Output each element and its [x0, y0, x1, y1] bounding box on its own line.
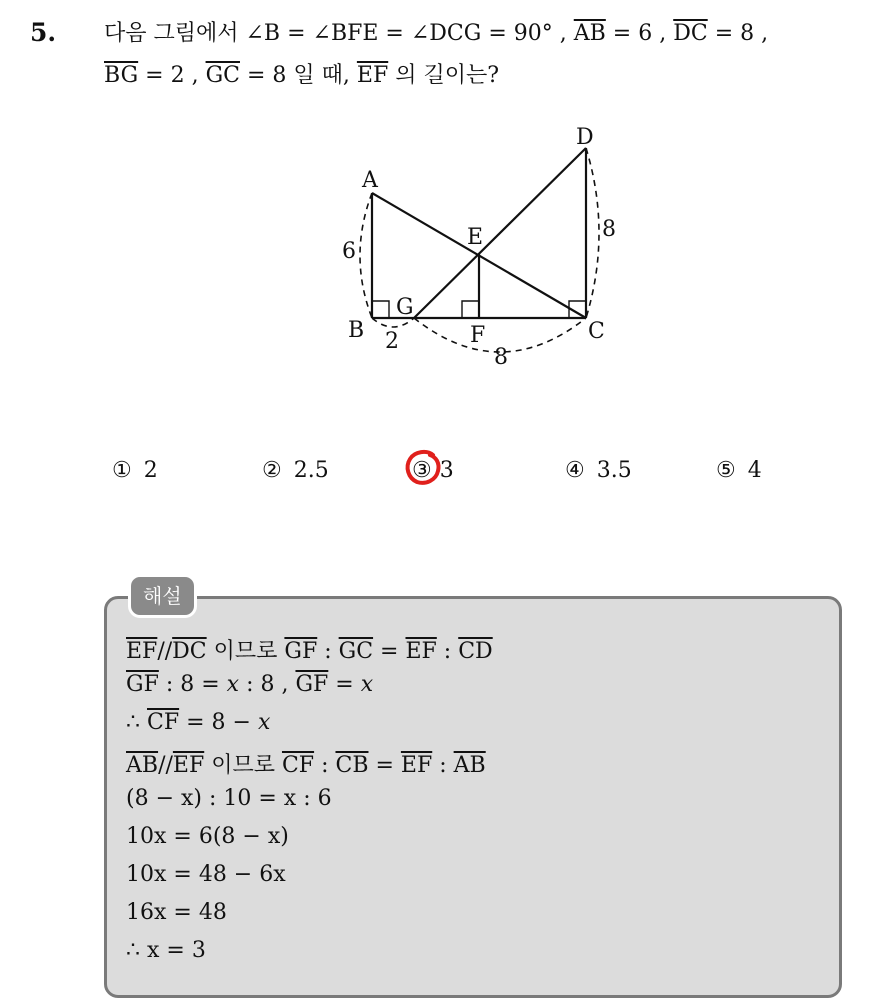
choice-5[interactable]: ⑤ 4 [716, 458, 762, 483]
dim-arc-dc [586, 148, 599, 318]
label-f: F [470, 323, 486, 348]
solution-line-7: 10x = 48 − 6x [126, 862, 286, 887]
right-angle-f [462, 301, 479, 318]
question-text: = 2 , [138, 63, 206, 88]
label-dc-length: 8 [602, 217, 616, 242]
question-text: = 8 , [707, 21, 769, 46]
solution-line-6: 10x = 6(8 − x) [126, 824, 289, 849]
label-e: E [467, 225, 484, 250]
solution-line-1: $\overline{EF}//\overline{DC}$ 이므로 $\overline{GF}$ : $\overline{GC} = \overline{EF}$ : $\overline{CD}$ [126, 639, 493, 664]
label-c: C [588, 319, 605, 344]
solution-line-4: $\overline{AB}//\overline{EF}$ 이므로 $\overline{CF}$ : $\overline{CB} = \overline{EF}$ : $\overline{AB}$ [126, 753, 486, 778]
solution-tag: 해설 [128, 574, 197, 618]
choice-3[interactable]: ③ 3 [412, 458, 454, 483]
choice-2[interactable]: ② 2.5 [262, 458, 329, 483]
segment-ef: $\overline{EF}$ [356, 63, 389, 88]
solution-line-5: (8 − x) : 10 = x : 6 [126, 786, 332, 811]
question-text-line-1 [104, 16, 768, 47]
label-b: B [348, 318, 365, 343]
choice-1[interactable]: ① 2 [112, 458, 158, 483]
label-gc-length: 8 [494, 345, 508, 370]
solution-line-8: 16x = 48 [126, 900, 227, 925]
dim-arc-ab [360, 193, 372, 318]
segment-dc: $\overline{DC}$ [673, 21, 708, 46]
label-bg-length: 2 [385, 329, 399, 354]
solution-line-2: $\overline{GF}$ : 8 = x : 8 , $\overline{GF} = x$ [126, 672, 374, 697]
label-ab-length: 6 [342, 239, 356, 264]
label-d: D [576, 125, 594, 150]
label-a: A [362, 168, 378, 193]
segment-ab: $\overline{AB}$ [573, 21, 606, 46]
geometry-figure [320, 118, 640, 378]
choice-4[interactable]: ④ 3.5 [565, 458, 632, 483]
question-text: 의 길이는? [388, 63, 500, 88]
label-g: G [396, 295, 414, 320]
right-angle-b [372, 301, 389, 318]
question-text: 다음 그림에서 ∠B = ∠BFE = ∠DCG = 90° , [104, 21, 574, 46]
solution-line-9: ∴ x = 3 [126, 938, 206, 963]
segment-gc: $\overline{GC}$ [205, 63, 240, 88]
segment-bg: $\overline{BG}$ [104, 63, 139, 88]
question-number: 5. [30, 18, 57, 47]
selected-answer-circle [403, 447, 443, 487]
question-text: = 6 , [605, 21, 674, 46]
question-text: = 8 일 때, [239, 63, 357, 88]
solution-line-3: ∴ $\overline{CF} = 8 - x$ [126, 710, 271, 735]
question-text-line-2 [104, 58, 499, 89]
